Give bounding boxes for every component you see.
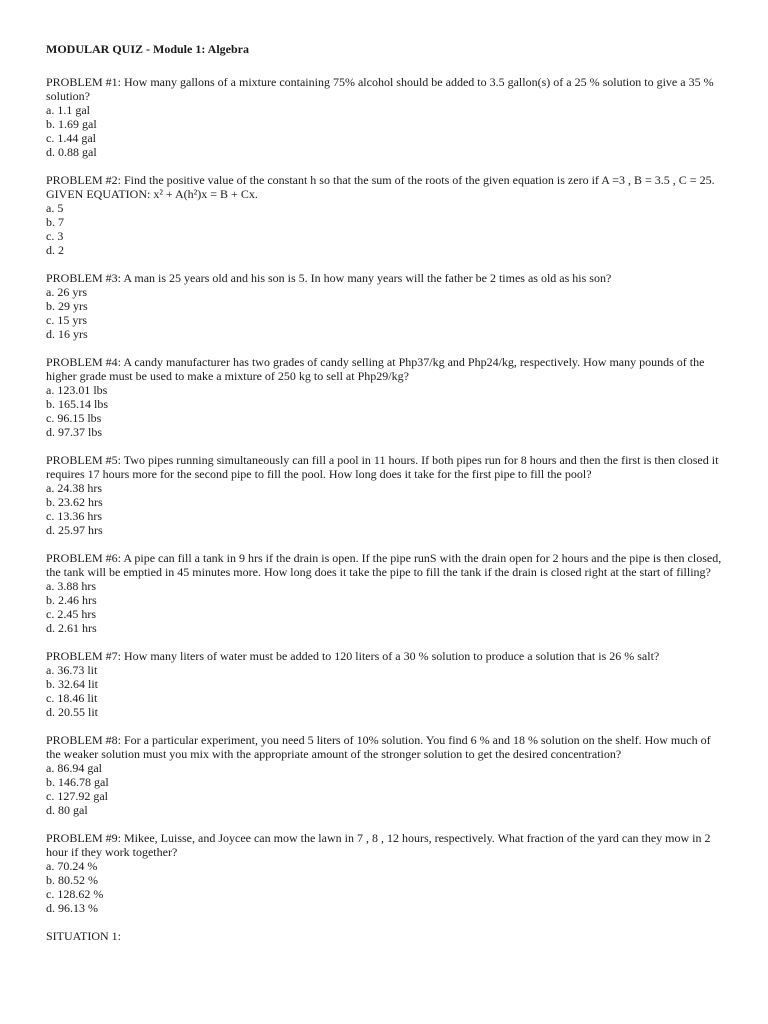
choice-list: [46, 761, 728, 817]
choice-list: [46, 285, 728, 341]
choice-list: [46, 481, 728, 537]
choice-d: d. 0.88 gal: [46, 145, 97, 159]
problem-question: PROBLEM #4: A candy manufacturer has two grades of candy selling at Php37/kg and Php24/kg, respectively. How many pounds of the higher grade must be used to make a mixture of 250 kg to sell at Php29/kg?: [46, 355, 705, 383]
choice-a: a. 24.38 hrs: [46, 481, 102, 495]
problem-question: PROBLEM #2: Find the positive value of the constant h so that the sum of the roots of the given equation is zero if A =3 , B = 3.5 , C = 25. GIVEN EQUATION: x² + A(h²)x = B + Cx.: [46, 173, 715, 201]
situation-heading: SITUATION 1:: [46, 929, 121, 943]
choice-d: d. 96.13 %: [46, 901, 98, 915]
problem-9: [46, 831, 728, 915]
choice-b: b. 32.64 lit: [46, 677, 99, 691]
choice-c: c. 127.92 gal: [46, 789, 108, 803]
problem-question: PROBLEM #5: Two pipes running simultaneously can fill a pool in 11 hours. If both pipes run for 8 hours and then the first is then closed it requires 17 hours more for the second pipe to fill the pool. How long does it take for the first pipe to fill the pool?: [46, 453, 719, 481]
choice-b: b. 165.14 lbs: [46, 397, 109, 411]
problem-question: PROBLEM #6: A pipe can fill a tank in 9 hrs if the drain is open. If the pipe runS with the drain open for 2 hours and the pipe is then closed, the tank will be emptied in 45 minutes more. How long does it take the pipe to fill the tank if the drain is closed right at the start of filling?: [46, 551, 722, 579]
choice-d: d. 20.55 lit: [46, 705, 99, 719]
problem-question: PROBLEM #3: A man is 25 years old and his son is 5. In how many years will the father be 2 times as old as his son?: [46, 271, 612, 285]
choice-d: d. 16 yrs: [46, 327, 88, 341]
problem-question: PROBLEM #1: How many gallons of a mixture containing 75% alcohol should be added to 3.5 gallon(s) of a 25 % solution to give a 35 % solution?: [46, 75, 714, 103]
choice-list: [46, 859, 728, 915]
choice-d: d. 2: [46, 243, 64, 257]
choice-list: [46, 383, 728, 439]
choice-c: c. 3: [46, 229, 64, 243]
choice-a: a. 123.01 lbs: [46, 383, 108, 397]
choice-c: c. 15 yrs: [46, 313, 87, 327]
choice-d: d. 25.97 hrs: [46, 523, 103, 537]
choice-c: c. 18.46 lit: [46, 691, 98, 705]
choice-a: a. 26 yrs: [46, 285, 87, 299]
choice-c: c. 1.44 gal: [46, 131, 96, 145]
choice-a: a. 1.1 gal: [46, 103, 90, 117]
problem-7: [46, 649, 728, 719]
choice-b: b. 1.69 gal: [46, 117, 97, 131]
choice-b: b. 146.78 gal: [46, 775, 109, 789]
choice-a: a. 3.88 hrs: [46, 579, 96, 593]
problem-question: PROBLEM #9: Mikee, Luisse, and Joycee can mow the lawn in 7 , 8 , 12 hours, respectively. What fraction of the yard can they mow in 2 hour if they work together?: [46, 831, 711, 859]
choice-list: [46, 201, 728, 257]
choice-c: c. 2.45 hrs: [46, 607, 96, 621]
choice-list: [46, 663, 728, 719]
choice-c: c. 128.62 %: [46, 887, 104, 901]
choice-d: d. 97.37 lbs: [46, 425, 103, 439]
page-title: MODULAR QUIZ - Module 1: Algebra: [46, 42, 249, 56]
problem-1: [46, 75, 728, 159]
choice-a: a. 36.73 lit: [46, 663, 98, 677]
choice-b: b. 29 yrs: [46, 299, 88, 313]
choice-b: b. 80.52 %: [46, 873, 98, 887]
choice-b: b. 7: [46, 215, 64, 229]
choice-a: a. 70.24 %: [46, 859, 98, 873]
choice-list: [46, 103, 728, 159]
choice-a: a. 5: [46, 201, 64, 215]
problem-3: [46, 271, 728, 341]
choice-d: d. 80 gal: [46, 803, 88, 817]
problem-8: [46, 733, 728, 817]
choice-list: [46, 579, 728, 635]
choice-b: b. 23.62 hrs: [46, 495, 103, 509]
choice-a: a. 86.94 gal: [46, 761, 102, 775]
problem-question: PROBLEM #7: How many liters of water must be added to 120 liters of a 30 % solution to produce a solution that is 26 % salt?: [46, 649, 660, 663]
problem-2: [46, 173, 728, 257]
choice-b: b. 2.46 hrs: [46, 593, 97, 607]
problem-4: [46, 355, 728, 439]
choice-c: c. 96.15 lbs: [46, 411, 102, 425]
problem-6: [46, 551, 728, 635]
problem-5: [46, 453, 728, 537]
problem-question: PROBLEM #8: For a particular experiment, you need 5 liters of 10% solution. You find 6 % and 18 % solution on the shelf. How much of the weaker solution must you mix with the appropriate amount of the stronger solution to get the desired concentration?: [46, 733, 711, 761]
choice-c: c. 13.36 hrs: [46, 509, 102, 523]
choice-d: d. 2.61 hrs: [46, 621, 97, 635]
